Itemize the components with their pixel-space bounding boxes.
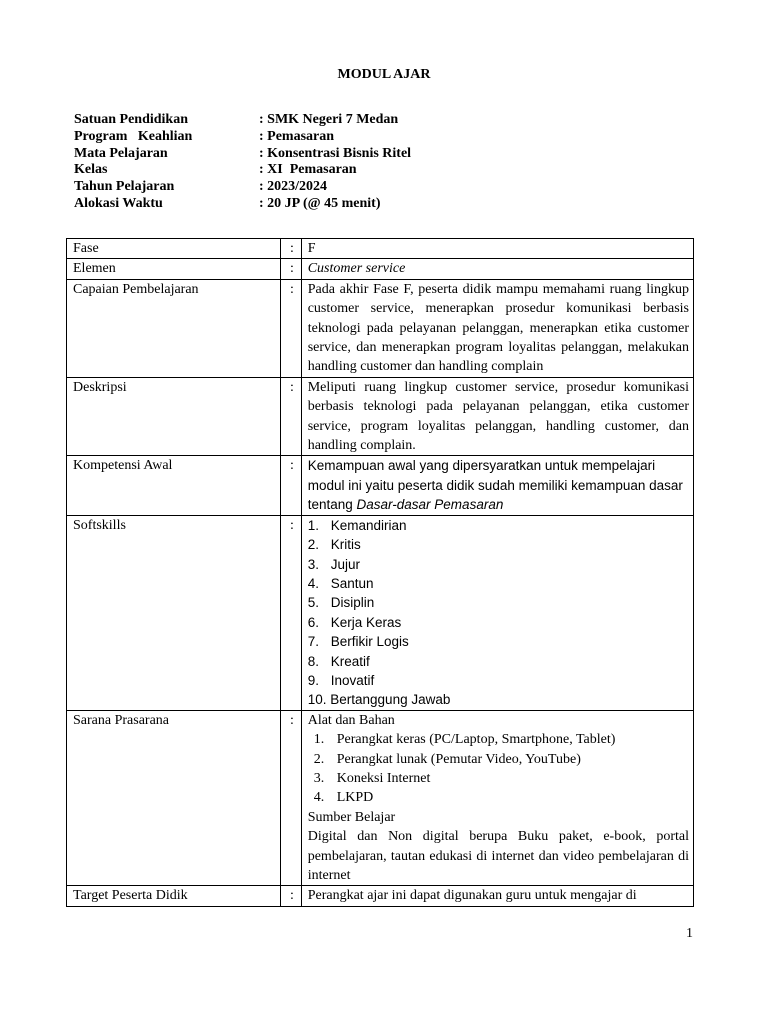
list-item: 3. Koneksi Internet [313,770,431,786]
list-item: 8. Kreatif [307,653,370,669]
meta-value: : 20 JP (@ 45 menit) [259,195,381,211]
row-label: Capaian Pembelajaran [67,279,281,377]
meta-label: Mata Pelajaran [74,145,168,161]
meta-value: : SMK Negeri 7 Medan [259,112,399,127]
meta-row-satuan [74,112,411,129]
sarana-heading-sumber: Sumber Belajar [307,809,396,825]
list-item: 5. Disiplin [307,595,375,611]
row-label: Softskills [67,515,281,710]
list-item: 3. Jujur [307,556,360,572]
row-value [301,456,693,515]
list-item: 1. Kemandirian [307,517,407,533]
row-label: Fase [67,239,281,259]
row-capaian [67,279,694,377]
meta-row-program [74,129,411,146]
meta-value: : 2023/2024 [259,179,328,195]
list-item: 9. Inovatif [307,672,375,688]
list-item: 6. Kerja Keras [307,614,402,630]
meta-value: : Konsentrasi Bisnis Ritel [259,145,412,161]
meta-label: Program Keahlian [74,128,193,144]
row-colon: : [281,377,302,456]
row-deskripsi [67,377,694,456]
sarana-heading-alat: Alat dan Bahan [307,712,395,728]
row-colon: : [281,515,302,710]
list-item: 10. Bertanggung Jawab [307,692,451,708]
list-item: 2. Kritis [307,537,361,553]
row-elemen [67,259,694,279]
row-colon: : [281,239,302,259]
meta-row-tahun [74,179,411,196]
sarana-content [301,710,693,886]
row-softskills [67,515,694,710]
list-item: 7. Berfikir Logis [307,634,409,650]
identity-block [74,112,411,213]
row-value: F [301,239,693,259]
document-title: MODUL AJAR [337,67,431,82]
meta-row-alokasi [74,196,411,213]
meta-label: Satuan Pendidikan [74,112,188,127]
row-label: Sarana Prasarana [67,710,281,886]
row-colon: : [281,259,302,279]
row-kompetensi [67,456,694,515]
row-colon: : [281,710,302,886]
row-value: Customer service [301,259,693,279]
meta-row-kelas [74,162,411,179]
list-item: 4. Santun [307,575,374,591]
meta-label: Alokasi Waktu [74,195,163,211]
kompetensi-text: Kemampuan awal yang dipersyaratkan untuk mempelajari modul ini yaitu peserta didik sudah memiliki kemampuan dasar tentang [307,458,683,513]
row-label: Kompetensi Awal [67,456,281,515]
row-colon: : [281,886,302,906]
row-value: Pada akhir Fase F, peserta didik mampu memahami ruang lingkup customer service, menerapkan prosedur komunikasi berbasis teknologi pada pelayanan pelanggan, menerapkan etika customer service, dan menerapkan program loyalitas pelanggan, melakukan handling customer dan handling complain [301,279,693,377]
meta-label: Tahun Pelajaran [74,179,175,195]
row-colon: : [281,279,302,377]
row-target [67,886,694,906]
softskills-list [301,515,693,710]
list-item: 1. Perangkat keras (PC/Laptop, Smartphone, Tablet) [313,732,616,748]
row-value: Meliputi ruang lingkup customer service, prosedur komunikasi berbasis teknologi pada pelayanan pelanggan, etika customer service, program loyalitas pelanggan, handling customer, dan handling complain. [301,377,693,456]
kompetensi-italic: Dasar-dasar Pemasaran [356,497,504,513]
row-value: Perangkat ajar ini dapat digunakan guru untuk mengajar di [301,886,693,906]
row-label: Target Peserta Didik [67,886,281,906]
module-info-table [66,238,694,907]
meta-value: : Pemasaran [259,128,335,144]
meta-label: Kelas [74,162,108,178]
sarana-sumber-text: Digital dan Non digital berupa Buku paket, e-book, portal pembelajaran, tautan edukasi di internet dan video pembelajaran di internet [307,829,689,883]
row-colon: : [281,456,302,515]
row-fase [67,239,694,259]
list-item: 4. LKPD [313,790,374,806]
row-sarana [67,710,694,886]
list-item: 2. Perangkat lunak (Pemutar Video, YouTube) [313,751,581,767]
row-label: Deskripsi [67,377,281,456]
meta-value: : XI Pemasaran [259,162,357,178]
row-label: Elemen [67,259,281,279]
page-number: 1 [686,926,693,941]
meta-row-mapel [74,146,411,163]
